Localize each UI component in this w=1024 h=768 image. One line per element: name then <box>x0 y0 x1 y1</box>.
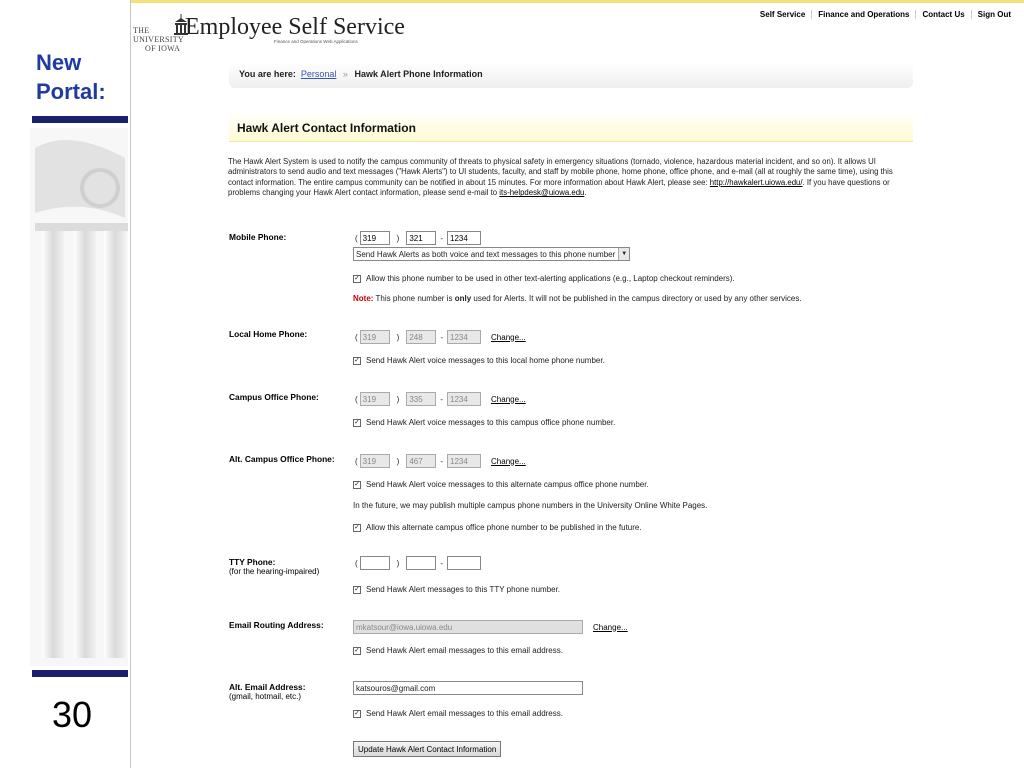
dash: - <box>440 558 444 568</box>
uni-line-2: UNIVERSITY <box>133 35 184 44</box>
home-phone-fields <box>353 330 526 344</box>
alt-office-publish-option <box>353 523 642 532</box>
header-accent-line <box>131 0 1024 3</box>
mobile-allow-text-checkbox[interactable]: ✓ <box>354 274 360 282</box>
section-title: Hawk Alert Contact Information <box>237 121 416 135</box>
paren-open: ( <box>355 233 358 243</box>
alt-email-checkbox[interactable]: ✓ <box>354 709 360 717</box>
slide-title-line-2: Portal: <box>36 79 106 104</box>
note-text-2: used for Alerts. It will not be published in the campus directory or used by any other services. <box>473 294 802 303</box>
office-voice-label: Send Hawk Alert voice messages to this campus office phone number. <box>366 418 616 427</box>
tty-phone-fields <box>353 556 481 570</box>
intro-paragraph <box>228 157 913 199</box>
mobile-alert-mode-value: Send Hawk Alerts as both voice and text messages to this phone number <box>356 249 616 259</box>
alt-office-phone-label: Alt. Campus Office Phone: <box>229 454 335 464</box>
office-phone-label: Campus Office Phone: <box>229 392 319 402</box>
home-voice-checkbox[interactable]: ✓ <box>354 356 360 364</box>
hawkalert-link[interactable]: http://hawkalert.uiowa.edu/ <box>709 177 803 187</box>
dash: - <box>440 394 444 404</box>
mobile-phone-label: Mobile Phone: <box>229 232 287 242</box>
mobile-alert-mode-select[interactable] <box>353 247 630 261</box>
slide-title <box>36 48 106 106</box>
slide-left-column <box>0 0 130 768</box>
office-voice-option <box>353 418 615 427</box>
office-phone-fields <box>353 392 526 406</box>
uni-line-1: THE <box>133 26 150 35</box>
paren-close: ) <box>396 456 400 466</box>
email-routing-option <box>353 646 563 655</box>
paren-open: ( <box>355 456 358 466</box>
dash: - <box>440 332 444 342</box>
alt-office-prefix-input: 467 <box>406 454 436 468</box>
slide-title-line-1: New <box>36 50 82 75</box>
paren-open: ( <box>355 332 358 342</box>
alt-office-line-input: 1234 <box>447 454 481 468</box>
alt-email-label <box>229 682 305 701</box>
intro-text-2: . If you have questions or problems changing your Hawk Alert contact information, please send e-mail to <box>228 177 890 198</box>
office-voice-checkbox[interactable]: ✓ <box>354 418 360 426</box>
office-prefix-input: 335 <box>406 392 436 406</box>
office-area-code-input: 319 <box>360 392 390 406</box>
paren-open: ( <box>355 394 358 404</box>
home-voice-option <box>353 356 605 365</box>
paren-close: ) <box>396 558 400 568</box>
tty-label-text: TTY Phone: <box>229 557 276 567</box>
note-emphasis: only <box>454 294 472 303</box>
alt-office-voice-option <box>353 480 649 489</box>
dash: - <box>440 456 444 466</box>
home-voice-label: Send Hawk Alert voice messages to this local home phone number. <box>366 356 605 365</box>
alt-email-sublabel: (gmail, hotmail, etc.) <box>229 692 302 701</box>
tty-prefix-input[interactable] <box>406 556 436 570</box>
breadcrumb-separator: » <box>342 69 348 79</box>
alt-office-area-code-input: 319 <box>360 454 390 468</box>
email-routing-checkbox[interactable]: ✓ <box>354 646 360 654</box>
nav-finance-operations[interactable]: Finance and Operations <box>811 10 915 19</box>
breadcrumb-prefix: You are here: <box>239 69 296 79</box>
mobile-note <box>353 294 802 303</box>
intro-text-1: The Hawk Alert System is used to notify the campus community of threats to physical safety in emergency situations (tornado, violence, hazardous material incident, and so on). It allows UI administrators to send audio and text messages ("Hawk Alerts") to UI students, faculty, and staff by mobile phone, home phone, office phone, and e-mail (all at roughly the same time), using this contact information. The entire campus community can be notified in about 15 minutes. For more information about Hawk Alert, please see: <box>228 157 893 187</box>
chevron-down-icon[interactable]: ▼ <box>618 248 629 260</box>
alt-office-voice-checkbox[interactable]: ✓ <box>354 480 360 488</box>
alt-office-voice-label: Send Hawk Alert voice messages to this alternate campus office phone number. <box>366 480 649 489</box>
mobile-line-input[interactable]: 1234 <box>447 231 481 245</box>
alt-email-check-label: Send Hawk Alert email messages to this email address. <box>366 709 563 718</box>
breadcrumb-link-personal[interactable]: Personal <box>300 69 337 79</box>
dash: - <box>440 233 444 243</box>
slide-divider-top <box>32 116 128 123</box>
section-header <box>229 110 913 142</box>
home-change-link[interactable]: Change... <box>491 332 526 342</box>
tty-area-code-input[interactable] <box>360 556 390 570</box>
paren-close: ) <box>396 233 400 243</box>
alt-office-future-text: In the future, we may publish multiple campus phone numbers in the University Online White Pages. <box>353 501 708 510</box>
nav-sign-out[interactable]: Sign Out <box>971 10 1017 19</box>
tty-check-label: Send Hawk Alert messages to this TTY phone number. <box>366 585 561 594</box>
email-routing-check-label: Send Hawk Alert email messages to this email address. <box>366 646 563 655</box>
mobile-prefix-input[interactable]: 321 <box>406 231 436 245</box>
update-contact-info-button[interactable]: Update Hawk Alert Contact Information <box>353 741 501 757</box>
home-phone-label: Local Home Phone: <box>229 329 308 339</box>
paren-open: ( <box>355 558 358 568</box>
mobile-allow-text-option <box>353 274 735 283</box>
paren-close: ) <box>396 332 400 342</box>
breadcrumb-current: Hawk Alert Phone Information <box>354 69 483 79</box>
mobile-phone-fields <box>353 231 481 245</box>
university-logo[interactable] <box>133 12 403 56</box>
slide-number: 30 <box>52 694 93 735</box>
paren-close: ) <box>396 394 400 404</box>
tty-option <box>353 585 560 594</box>
alt-email-input[interactable]: katsouros@gmail.com <box>353 681 583 695</box>
breadcrumb <box>229 62 913 88</box>
tty-phone-label <box>229 557 319 576</box>
site-header <box>131 0 1024 56</box>
intro-text-3: . <box>584 188 587 198</box>
home-line-input: 1234 <box>447 330 481 344</box>
office-line-input: 1234 <box>447 392 481 406</box>
top-navigation <box>754 10 1017 19</box>
app-title: Employee Self Service <box>185 14 405 40</box>
alt-email-fields <box>353 681 583 695</box>
nav-contact-us[interactable]: Contact Us <box>915 10 970 19</box>
app-subtitle: Finance and Operations Web Applications <box>274 39 358 44</box>
alt-email-option <box>353 709 563 718</box>
alt-email-label-text: Alt. Email Address: <box>229 682 306 692</box>
note-text-1: This phone number is <box>375 294 453 303</box>
home-area-code-input: 319 <box>360 330 390 344</box>
email-routing-fields <box>353 620 628 634</box>
email-routing-label: Email Routing Address: <box>229 620 324 630</box>
tty-sublabel: (for the hearing-impaired) <box>229 567 320 576</box>
tty-line-input[interactable] <box>447 556 481 570</box>
alt-office-publish-checkbox[interactable]: ✓ <box>354 523 360 531</box>
columns-decoration <box>30 128 128 666</box>
nav-self-service[interactable]: Self Service <box>759 10 806 19</box>
mobile-area-code-input[interactable]: 319 <box>360 231 390 245</box>
alt-office-publish-label: Allow this alternate campus office phone number to be published in the future. <box>366 523 642 532</box>
home-prefix-input: 248 <box>406 330 436 344</box>
portal-page <box>130 0 1024 768</box>
email-routing-change-link[interactable]: Change... <box>593 622 628 632</box>
slide-divider-bottom <box>32 670 128 677</box>
tty-checkbox[interactable]: ✓ <box>354 585 360 593</box>
uni-line-3: OF IOWA <box>145 44 181 53</box>
helpdesk-email-link[interactable]: its-helpdesk@uiowa.edu <box>499 188 585 198</box>
office-change-link[interactable]: Change... <box>491 394 526 404</box>
main-content <box>228 62 913 754</box>
mobile-allow-text-label: Allow this phone number to be used in other text-alerting applications (e.g., Laptop checkout reminders). <box>366 274 735 283</box>
email-routing-input: mkatsour@iowa.uiowa.edu <box>353 620 583 634</box>
alt-office-phone-fields <box>353 454 526 468</box>
alt-office-change-link[interactable]: Change... <box>491 456 526 466</box>
note-label: Note: <box>353 294 374 303</box>
submit-area <box>353 741 501 757</box>
